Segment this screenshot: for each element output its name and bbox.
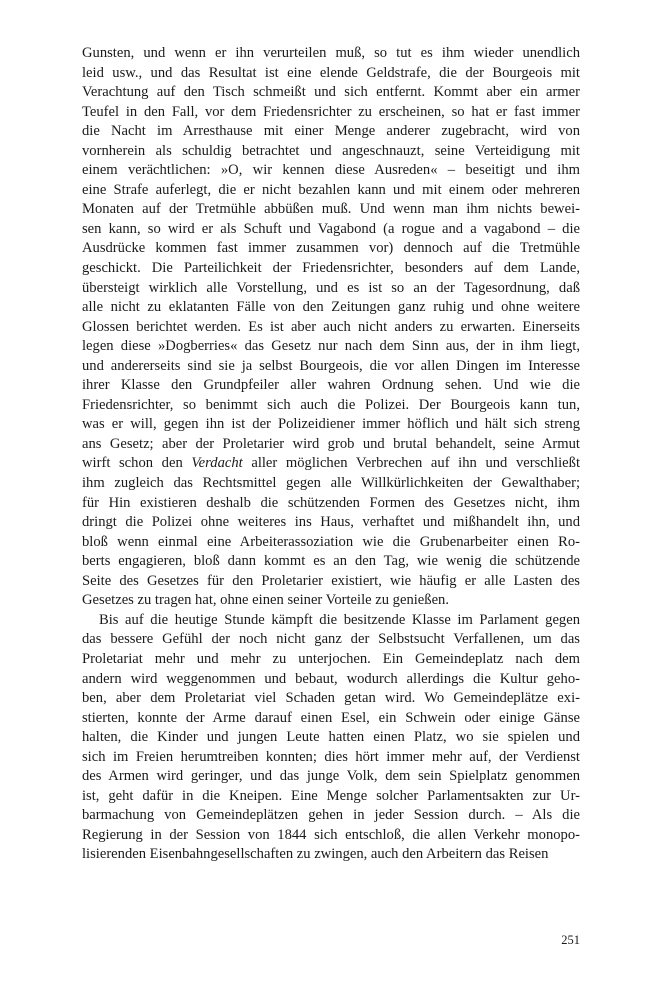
text-line: Friedensrichter, so benimmt sich auch die Polizei. Der Bourgeois kann tun, bbox=[82, 396, 580, 413]
page-number: 251 bbox=[561, 933, 580, 947]
text-line: sen kann, so wird er als Schuft und Vagabond (a rogue and a vagabond – die bbox=[82, 220, 580, 237]
text-line: Regierung in der Session von 1844 sich entschloß, die allen Verkehr monopo- bbox=[82, 826, 580, 843]
text-line: des Armen wird geringer, und das junge Volk, dem sein Spielplatz genommen bbox=[82, 768, 580, 785]
text-line: andern wird weggenommen und bebaut, wodurch allerdings die Kultur geho- bbox=[82, 670, 580, 687]
text-line: sich im Freien herumtreiben konnten; dies hört immer mehr auf, der Verdienst bbox=[82, 748, 580, 765]
text-line: stierten, konnte der Arme darauf einen Esel, ein Schwein oder einige Gänse bbox=[82, 709, 580, 726]
text-line: Teufel in den Fall, vor dem Friedensrichter zu erscheinen, so hat er fast immer bbox=[82, 103, 580, 120]
text-line: was er will, gegen ihn ist der Polizeidiener immer höflich und hält sich streng bbox=[82, 416, 580, 433]
text-line: Bis auf die heutige Stunde kämpft die besitzende Klasse im Parlament gegen bbox=[99, 611, 580, 628]
text-line: für Hin existieren deshalb die schützenden Formen des Gesetzes nicht, ihm bbox=[82, 494, 580, 511]
text-line: geschickt. Die Parteilichkeit der Friedensrichter, besonders auf dem Lande, bbox=[82, 260, 580, 277]
text-line: ben, aber dem Proletariat viel Schaden getan wird. Wo Gemeindeplätze exi- bbox=[82, 690, 580, 707]
body-text bbox=[82, 44, 580, 865]
text-line: legen diese »Dogberries« das Gesetz nur nach dem Sinn aus, der in ihm liegt, bbox=[82, 338, 580, 355]
text-line: eine Strafe auferlegt, die er nicht bezahlen kann und mit einem oder mehreren bbox=[82, 181, 580, 198]
paragraph bbox=[82, 44, 580, 611]
paragraph bbox=[82, 611, 580, 865]
text-line: berts engagieren, bloß dann kommt es an den Tag, wie wenig die schützende bbox=[82, 553, 580, 570]
text-line: Monaten auf der Tretmühle abbüßen muß. Und wenn man ihm nichts bewei- bbox=[82, 201, 580, 218]
text-line: leid usw., und das Resultat ist eine elende Geldstrafe, die der Bourgeois mit bbox=[82, 64, 580, 81]
text-line: alle nicht zu eklatanten Fälle von den Zeitungen ganz ruhig und ohne weitere bbox=[82, 299, 580, 316]
text-line: Ausdrücke kommen fast immer zusammen vor) dennoch auf die Tretmühle bbox=[82, 240, 580, 257]
text-line: Proletariat mehr und mehr zu unterjochen. Ein Gemeindeplatz nach dem bbox=[82, 650, 580, 667]
text-line: Seite des Gesetzes für den Proletarier existiert, wie häufig er alle Lasten des bbox=[82, 572, 580, 589]
text-line: dringt die Polizei ohne weiteres ins Haus, verhaftet und mißhandelt ihn, und bbox=[82, 514, 580, 531]
text-line: ihm zugleich das Rechtsmittel gegen alle Willkürlichkeiten der Gewalthaber; bbox=[82, 475, 580, 492]
text-line: wirft schon den Verdacht aller möglichen Verbrechen auf ihn und verschließt bbox=[82, 455, 580, 472]
text-line: die Nacht im Arresthause mit einer Menge anderer zugebracht, wird von bbox=[82, 123, 580, 140]
text-line: Gesetzes zu tragen hat, ohne einen seiner Vorteile zu genießen. bbox=[82, 592, 449, 609]
text-line: ihrer Klasse den Grundpfeiler aller wahren Ordnung sehen. Und wie die bbox=[82, 377, 580, 394]
italic-phrase: Verdacht bbox=[191, 455, 243, 472]
text-line: ist, geht dafür in die Kneipen. Eine Menge solcher Parlamentsakten zur Ur- bbox=[82, 787, 580, 804]
text-line: halten, die Kinder und jungen Leute hatten einen Platz, wo sie spielen und bbox=[82, 729, 580, 746]
text-line: lisierenden Eisenbahngesellschaften zu zwingen, auch den Arbeitern das Reisen bbox=[82, 846, 549, 863]
text-line: das bessere Gefühl der noch nicht ganz der Selbstsucht Verfallenen, um das bbox=[82, 631, 580, 648]
text-line: übersteigt wirklich alle Vorstellung, und es ist so an der Tagesordnung, daß bbox=[82, 279, 580, 296]
text-line: Gunsten, und wenn er ihn verurteilen muß, so tut es ihm wieder unendlich bbox=[82, 45, 580, 61]
text-line: einem verächtlichen: »O, wir kennen diese Ausreden« – beseitigt und ihm bbox=[82, 162, 580, 179]
text-line: Glossen berichtet werden. Es ist aber auch nicht anders zu erwarten. Einerseits bbox=[82, 318, 580, 335]
text-line: vornherein als schuldig betrachtet und angeschnauzt, seine Verteidigung mit bbox=[82, 142, 580, 159]
text-line: ans Gesetz; aber der Proletarier wird grob und brutal behandelt, seine Armut bbox=[82, 435, 580, 452]
text-line: Verachtung auf den Tisch schmeißt und sich entfernt. Kommt aber ein armer bbox=[82, 84, 580, 101]
text-line: barmachung von Gemeindeplätzen gehen in jeder Session durch. – Als die bbox=[82, 807, 580, 824]
text-line: bloß wenn einmal eine Arbeiterassoziation wie die Grubenarbeiter einen Ro- bbox=[82, 533, 580, 550]
text-line: und andererseits sind sie ja selbst Bourgeois, die vor allen Dingen im Interesse bbox=[82, 357, 580, 374]
